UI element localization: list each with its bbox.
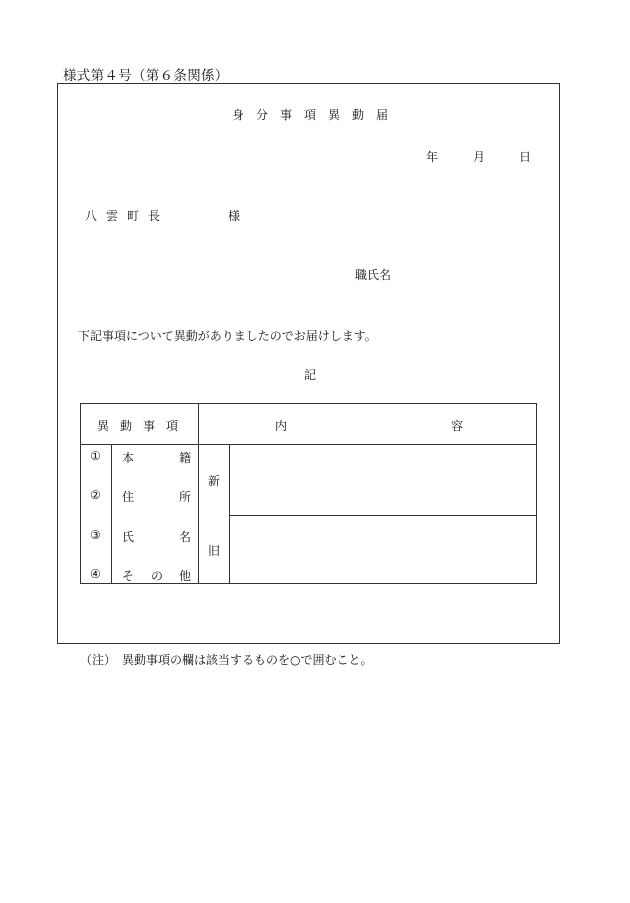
item-label-char: 本 xyxy=(122,451,135,465)
old-label: 旧 xyxy=(208,544,221,558)
item-label-char: 氏 xyxy=(122,530,135,544)
addressee-name: 八雲町長 xyxy=(85,209,170,223)
header-content-1: 内 xyxy=(275,419,288,433)
item-number: ③ xyxy=(90,528,101,542)
change-items-table xyxy=(80,403,537,584)
new-label: 新 xyxy=(208,474,221,488)
item-number: ④ xyxy=(90,567,101,581)
header-content-2: 容 xyxy=(451,419,464,433)
new-content-field[interactable] xyxy=(231,446,535,514)
item-label-char: 名 xyxy=(179,530,192,544)
item-label-char: 所 xyxy=(179,490,192,504)
addressee-honorific: 様 xyxy=(228,209,241,223)
body-text: 下記事項について異動がありましたのでお届けします。 xyxy=(78,329,377,343)
item-label-char: の xyxy=(151,569,164,583)
table-divider xyxy=(229,515,536,516)
header-change-item: 異動事項 xyxy=(97,419,190,433)
form-number-label: 様式第４号（第６条関係） xyxy=(63,68,229,84)
item-label-char: そ xyxy=(122,569,135,583)
old-content-field[interactable] xyxy=(231,517,535,583)
table-divider xyxy=(229,444,230,584)
item-number: ② xyxy=(90,488,101,502)
item-number: ① xyxy=(90,449,101,463)
item-label-char: 籍 xyxy=(179,451,192,465)
table-divider xyxy=(81,444,536,445)
footnote: （注） 異動事項の欄は該当するものを○で囲むこと。 xyxy=(80,653,373,667)
date-year-label: 年 xyxy=(426,150,439,164)
date-day-label: 日 xyxy=(519,150,532,164)
item-label-char: 他 xyxy=(179,569,192,583)
document-title: 身分事項異動届 xyxy=(232,108,401,122)
item-label-char: 住 xyxy=(122,490,135,504)
date-month-label: 月 xyxy=(473,150,486,164)
signer-position-name-label: 職氏名 xyxy=(355,268,392,282)
table-divider xyxy=(198,404,199,584)
ki-heading: 記 xyxy=(304,368,317,382)
table-divider xyxy=(111,444,112,584)
